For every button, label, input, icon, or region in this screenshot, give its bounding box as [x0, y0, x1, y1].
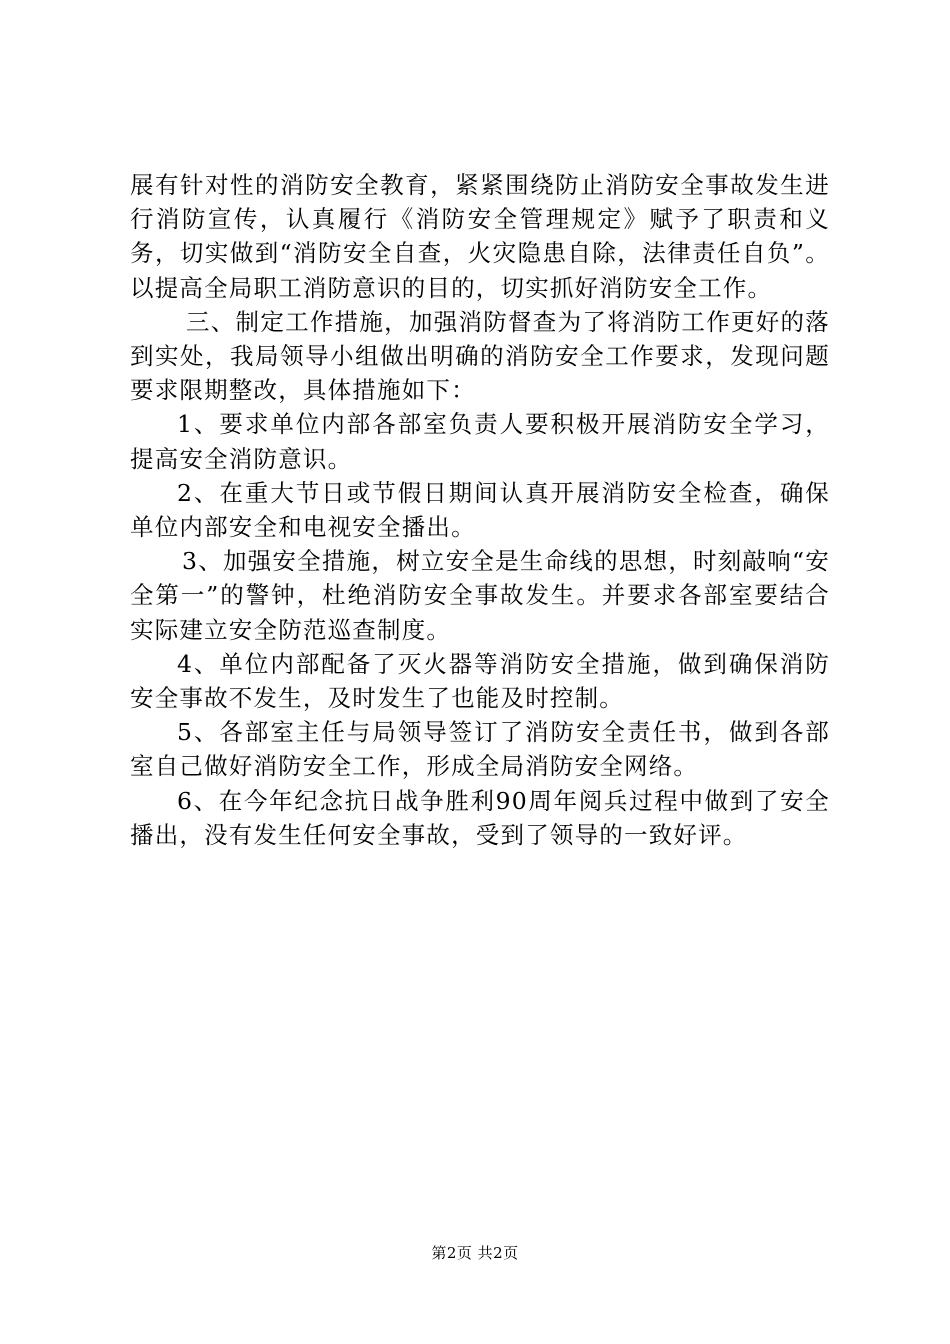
paragraph-measure-1: 1、要求单位内部各部室负责人要积极开展消防安全学习，提高安全消防意识。 — [130, 410, 830, 473]
paragraph-measure-2: 2、在重大节日或节假日期间认真开展消防安全检查，确保单位内部安全和电视安全播出。 — [130, 478, 830, 542]
paragraph-continuation: 展有针对性的消防安全教育，紧紧围绕防止消防安全事故发生进行消防宣传，认真履行《消防安全管理规定》赋予了职责和义务，切实做到“消防安全自查，火灾隐患自除，法律责任自负”。以提高全局职工消防意识的目的，切实抓好消防安全工作。 — [130, 171, 830, 302]
paragraph-measure-3: 3、加强安全措施，树立安全是生命线的思想，时刻敲响“安全第一”的警钟，杜绝消防安全事故发生。并要求各部室要结合实际建立安全防范巡查制度。 — [130, 547, 830, 644]
document-body — [130, 168, 830, 852]
page-footer: 第2页 共2页 — [431, 1244, 519, 1262]
paragraph-measure-5: 5、各部室主任与局领导签订了消防安全责任书，做到各部室自己做好消防安全工作，形成全局消防安全网络。 — [130, 718, 830, 781]
paragraph-measure-4: 4、单位内部配备了灭火器等消防安全措施，做到确保消防安全事故不发生，及时发生了也能及时控制。 — [130, 649, 830, 713]
paragraph-measure-6: 6、在今年纪念抗日战争胜利90周年阅兵过程中做到了安全播出，没有发生任何安全事故，受到了领导的一致好评。 — [130, 786, 830, 849]
paragraph-section-three: 三、制定工作措施，加强消防督查为了将消防工作更好的落到实处，我局领导小组做出明确的消防安全工作要求，发现问题要求限期整改，具体措施如下： — [130, 307, 830, 405]
